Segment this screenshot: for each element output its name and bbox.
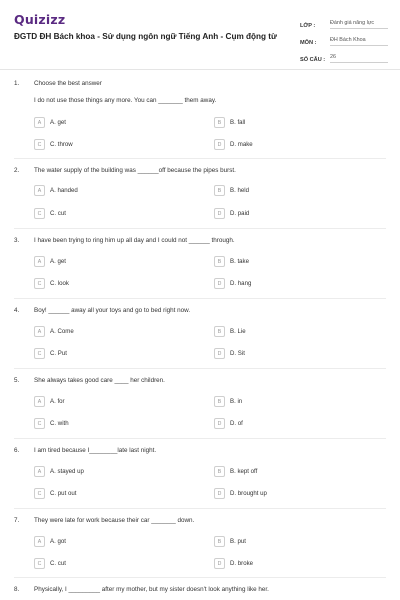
option-text: C. put out <box>50 490 77 497</box>
option-c[interactable] <box>34 558 66 569</box>
option-text: D. paid <box>230 210 250 217</box>
option-text: B. fall <box>230 119 246 126</box>
option-text: A. stayed up <box>50 468 84 475</box>
option-text: C. cut <box>50 560 66 567</box>
question-divider <box>14 577 386 578</box>
option-d[interactable] <box>214 418 243 429</box>
option-letter-box: D <box>214 558 225 569</box>
question-divider <box>14 368 386 369</box>
option-letter-box: D <box>214 139 225 150</box>
meta-key: LỚP : <box>300 23 316 29</box>
meta-key: MÔN : <box>300 40 317 46</box>
option-letter-box: A <box>34 396 45 407</box>
option-text: B. kept off <box>230 468 258 475</box>
option-text: A. got <box>50 538 66 545</box>
option-text: A. handed <box>50 187 78 194</box>
option-d[interactable] <box>214 208 249 219</box>
quizizz-logo: Quizizz <box>14 12 66 27</box>
option-c[interactable] <box>34 208 66 219</box>
option-letter-box: C <box>34 418 45 429</box>
option-letter-box: A <box>34 326 45 337</box>
option-a[interactable] <box>34 396 65 407</box>
meta-value: Đánh giá năng lực <box>330 20 388 29</box>
option-letter-box: A <box>34 256 45 267</box>
option-b[interactable] <box>214 185 249 196</box>
option-text: C. Put <box>50 350 67 357</box>
option-letter-box: D <box>214 278 225 289</box>
option-d[interactable] <box>214 558 253 569</box>
option-text: A. for <box>50 398 65 405</box>
question-text: I am tired because I________late last night. <box>34 447 157 454</box>
option-letter-box: B <box>214 396 225 407</box>
option-text: C. throw <box>50 141 73 148</box>
option-b[interactable] <box>214 536 246 547</box>
option-letter-box: C <box>34 139 45 150</box>
option-d[interactable] <box>214 488 267 499</box>
option-letter-box: B <box>214 326 225 337</box>
option-b[interactable] <box>214 466 257 477</box>
option-a[interactable] <box>34 117 66 128</box>
option-letter-box: D <box>214 208 225 219</box>
option-text: C. with <box>50 420 69 427</box>
option-letter-box: C <box>34 558 45 569</box>
worksheet-meta <box>300 12 388 63</box>
option-text: D. hang <box>230 280 252 287</box>
option-letter-box: A <box>34 117 45 128</box>
option-letter-box: B <box>214 466 225 477</box>
question-divider <box>14 438 386 439</box>
option-text: D. Sit <box>230 350 245 357</box>
option-letter-box: A <box>34 536 45 547</box>
meta-key: SỐ CÂU : <box>300 57 326 63</box>
meta-value: 26 <box>330 54 388 63</box>
option-text: D. make <box>230 141 253 148</box>
option-text: B. Lie <box>230 328 246 335</box>
question-text: I do not use those things any more. You can _______ them away. <box>34 97 217 104</box>
meta-question-count <box>300 46 388 63</box>
meta-subject <box>300 29 388 46</box>
worksheet-header <box>0 0 400 70</box>
question-number: 8. <box>14 586 20 593</box>
meta-class <box>300 12 388 29</box>
option-b[interactable] <box>214 256 249 267</box>
question-text: They were late for work because their car _______ down. <box>34 517 195 524</box>
option-letter-box: D <box>214 348 225 359</box>
option-text: A. get <box>50 258 66 265</box>
option-letter-box: A <box>34 466 45 477</box>
option-text: B. take <box>230 258 249 265</box>
option-c[interactable] <box>34 418 69 429</box>
question-text: Physically, I _________ after my mother, but my sister doesn't look anything like her. <box>34 586 269 593</box>
question-number: 3. <box>14 237 20 244</box>
option-text: C. cut <box>50 210 66 217</box>
question-number: 5. <box>14 377 20 384</box>
option-a[interactable] <box>34 536 66 547</box>
question-number: 6. <box>14 447 20 454</box>
option-text: A. Come <box>50 328 74 335</box>
option-b[interactable] <box>214 117 245 128</box>
question-divider <box>14 228 386 229</box>
question-divider <box>14 298 386 299</box>
question-prompt: Choose the best answer <box>34 80 102 87</box>
question-number: 7. <box>14 517 20 524</box>
option-text: A. get <box>50 119 66 126</box>
option-text: D. brought up <box>230 490 267 497</box>
option-d[interactable] <box>214 139 253 150</box>
option-letter-box: A <box>34 185 45 196</box>
question-text: I have been trying to ring him up all day and I could not ______ through. <box>34 237 235 244</box>
option-letter-box: D <box>214 488 225 499</box>
question-number: 4. <box>14 307 20 314</box>
option-letter-box: C <box>34 488 45 499</box>
option-letter-box: B <box>214 256 225 267</box>
option-b[interactable] <box>214 396 242 407</box>
question-text: The water supply of the building was ______off because the pipes burst. <box>34 167 236 174</box>
option-text: B. in <box>230 398 243 405</box>
question-text: Boy! ______ away all your toys and go to bed right now. <box>34 307 191 314</box>
option-a[interactable] <box>34 185 78 196</box>
worksheet-title: ĐGTD ĐH Bách khoa - Sử dụng ngôn ngữ Tiếng Anh - Cụm động từ <box>14 32 277 41</box>
option-letter-box: C <box>34 348 45 359</box>
option-a[interactable] <box>34 256 66 267</box>
option-letter-box: B <box>214 185 225 196</box>
option-d[interactable] <box>214 348 245 359</box>
option-letter-box: D <box>214 418 225 429</box>
question-divider <box>14 158 386 159</box>
option-letter-box: C <box>34 208 45 219</box>
option-text: D. broke <box>230 560 254 567</box>
option-text: C. look <box>50 280 69 287</box>
option-letter-box: C <box>34 278 45 289</box>
option-c[interactable] <box>34 348 67 359</box>
option-letter-box: B <box>214 536 225 547</box>
option-text: B. put <box>230 538 246 545</box>
option-c[interactable] <box>34 139 73 150</box>
option-c[interactable] <box>34 278 69 289</box>
option-a[interactable] <box>34 326 74 337</box>
question-text: She always takes good care ____ her children. <box>34 377 165 384</box>
option-letter-box: B <box>214 117 225 128</box>
question-number: 2. <box>14 167 20 174</box>
option-text: B. held <box>230 187 249 194</box>
option-b[interactable] <box>214 326 246 337</box>
option-d[interactable] <box>214 278 251 289</box>
question-number: 1. <box>14 80 20 87</box>
option-text: D. of <box>230 420 243 427</box>
meta-value: ĐH Bách Khoa <box>330 37 388 46</box>
option-a[interactable] <box>34 466 84 477</box>
question-divider <box>14 508 386 509</box>
option-c[interactable] <box>34 488 76 499</box>
